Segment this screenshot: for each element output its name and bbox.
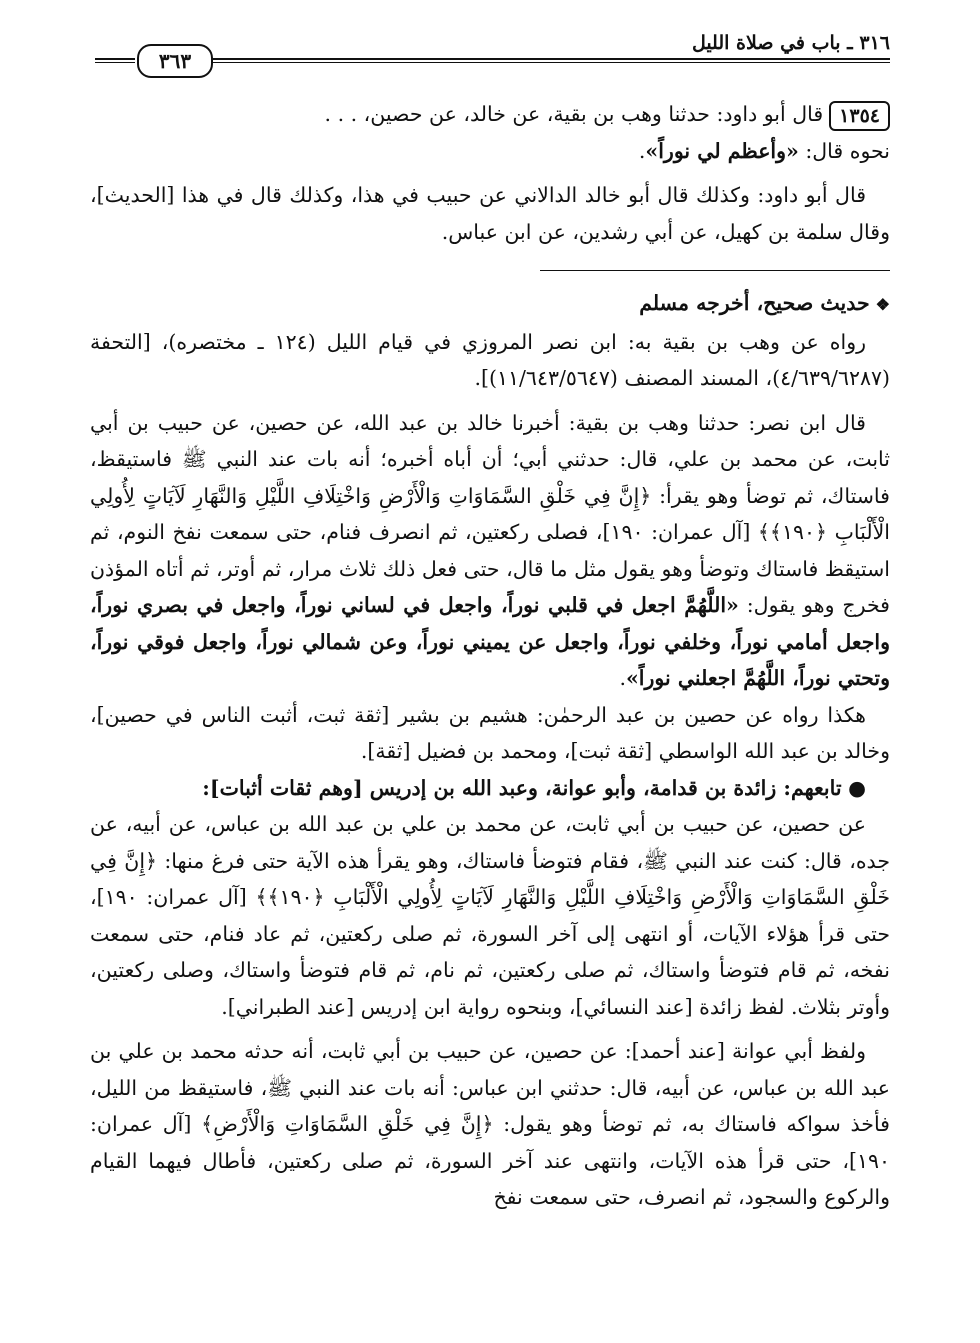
p5-text-b: [آل عمران: ١٩٠]، حتى قرأ هؤلاء الآيات، أو انتهى إلى آخر السورة، ثم صلى ركعتين، ثم عاد فنام، حتى سمعت نفخه، ثم قام فتوضأ واستاك، ثم صلى ركعتين، ثم نام، ثم قام فتوضأ واستاك، وصلى ركعتين، وأوتر بثلاث. لفظ زائدة [عند النسائي]، وبنحوه رواية ابن إدريس [عند الطبراني]. [90, 885, 890, 1019]
p2-end: . [619, 666, 626, 690]
commentary-paragraph-6 [90, 1033, 890, 1216]
hadith-line-2-prefix: نحوه قال: [798, 138, 890, 163]
quran-verse: ﴿إِنَّ فِي خَلْقِ السَّمَاوَاتِ وَالْأَرْضِ وَاخْتِلَافِ اللَّيْلِ وَالنَّهَارِ لَآيَاتٍ لِأُولِي الْأَلْبَابِ ﴿١٩٠﴾﴾ [90, 483, 890, 544]
header-rule-left [95, 58, 135, 63]
hadith-line-2-end: . [638, 138, 646, 163]
commentary-paragraph-5 [90, 806, 890, 1025]
commentary-paragraph-2 [90, 405, 890, 697]
footnote-divider [540, 270, 890, 271]
p2-text-a: قال ابن نصر: حدثنا وهب بن بقية: أخبرنا خالد بن عبد الله، عن حصين، عن حبيب بن أبي ثابت، عن محمد بن علي، قال: حدثني أبي؛ أن أباه أخبره؛ أنه بات عند النبي ﷺ فاستيقظ، فاستاك، ثم توضأ وهو يقرأ: [90, 410, 890, 508]
quran-verse: ﴿إِنَّ فِي خَلْقِ السَّمَاوَاتِ وَالْأَرْضِ وَاخْتِلَافِ اللَّيْلِ وَالنَّهَارِ لَآيَاتٍ لِأُولِي الْأَلْبَابِ ﴿١٩٠﴾﴾ [90, 848, 890, 909]
page-header [95, 28, 890, 74]
hadith-number-badge: ١٣٥٤ [829, 101, 890, 131]
hadith-quote: «وأعظم لي نوراً» [645, 138, 799, 163]
header-rule-right [213, 58, 890, 63]
page-content [90, 96, 890, 1216]
hadith-line-1 [90, 96, 890, 133]
abu-dawud-note: قال أبو داود: وكذلك قال أبو خالد الدالاني عن حبيب في هذا، وكذلك قال في هذا [الحديث]، وقال سلمة بن كهيل، عن أبي رشدين، عن ابن عباس. [90, 183, 890, 244]
diamond-bullet-icon: ❖ [875, 295, 890, 314]
followers-label: تابعهم [790, 775, 842, 800]
hadith-line-2 [90, 133, 890, 170]
chapter-title: ٣١٦ ـ باب في صلاة الليل [691, 32, 890, 54]
hadith-text: قال أبو داود: حدثنا وهب بن بقية، عن خالد، عن حصين، . . . [324, 102, 824, 126]
commentary-paragraph-4 [90, 770, 890, 807]
followers-list: : زائدة بن قدامة، وأبو عوانة، وعبد الله بن إدريس [وهم ثقات أثبات]: [202, 775, 791, 800]
quran-verse: ﴿إِنَّ فِي خَلْقِ السَّمَاوَاتِ وَالْأَرْضِ﴾ [201, 1112, 494, 1136]
p6-text-a: ولفظ أبي عوانة [عند أحمد]: عن حصين، عن حبيب بن أبي ثابت، أنه حدثه محمد بن علي بن عبد الله بن عباس، عن أبيه، قال: حدثني ابن عباس: أنه بات عند النبي ﷺ، فاستيقظ من الليل، فأخذ سواكه فاستاك به، ثم توضأ وهو يقول: [90, 1039, 890, 1136]
dua-quote: «اللَّهُمَّ اجعل في قلبي نوراً، واجعل في لساني نوراً، واجعل في بصري نوراً، واجعل أمامي نوراً، وخلفي نوراً، واجعل عن يميني نوراً، وعن شمالي نوراً، واجعل فوقي نوراً، وتحتي نوراً، اللَّهُمَّ اجعلني نوراً» [90, 593, 890, 690]
p5-text-a: عن حصين، عن حبيب بن أبي ثابت، عن محمد بن علي بن عبد الله بن عباس، عن أبيه، عن جده، قال: كنت عند النبي ﷺ، فقام فتوضأ فاستاك، وهو يقرأ هذه الآية حتى فرغ منها: [90, 812, 890, 873]
page-number: ٣٦٣ [137, 44, 213, 78]
bullet-mark: ● [848, 775, 866, 800]
commentary-paragraph-3: هكذا رواه عن حصين بن عبد الرحمٰن: هشيم بن بشير [ثقة ثبت، أثبت الناس في حصين]، وخالد بن عبد الله الواسطي [ثقة ثبت]، ومحمد بن فضيل [ثقة]. [90, 702, 890, 763]
grade-text: حديث صحيح، أخرجه مسلم [639, 291, 870, 315]
p2-text-b: [آل عمران: ١٩٠]، فصلى ركعتين، ثم انصرف فنام، حتى سمعت نفخ النوم، ثم استيقظ فاستاك وتوضأ وهو يقول مثل ما قال، حتى فعل ذلك ثلاث مرار، ثم أوتر، ثم أتاه المؤذن فخرج وهو يقول: [90, 520, 890, 617]
grade-line [90, 285, 890, 324]
p6-text-b: [آل عمران: ١٩٠]، حتى قرأ هذه الآيات، وانتهى عند آخر السورة، ثم صلى ركعتين، فأطال فيهما القيام والركوع والسجود، ثم انصرف، حتى سمعت نفخ [90, 1112, 890, 1209]
commentary-paragraph-1: رواه عن وهب بن بقية به: ابن نصر المروزي في قيام الليل (١٢٤ ـ مختصره)، [التحفة (٤/٦٣٩/٦٢٨٧)، المسند المصنف (١١/٦٤٣/٥٦٤٧)]. [90, 329, 890, 390]
